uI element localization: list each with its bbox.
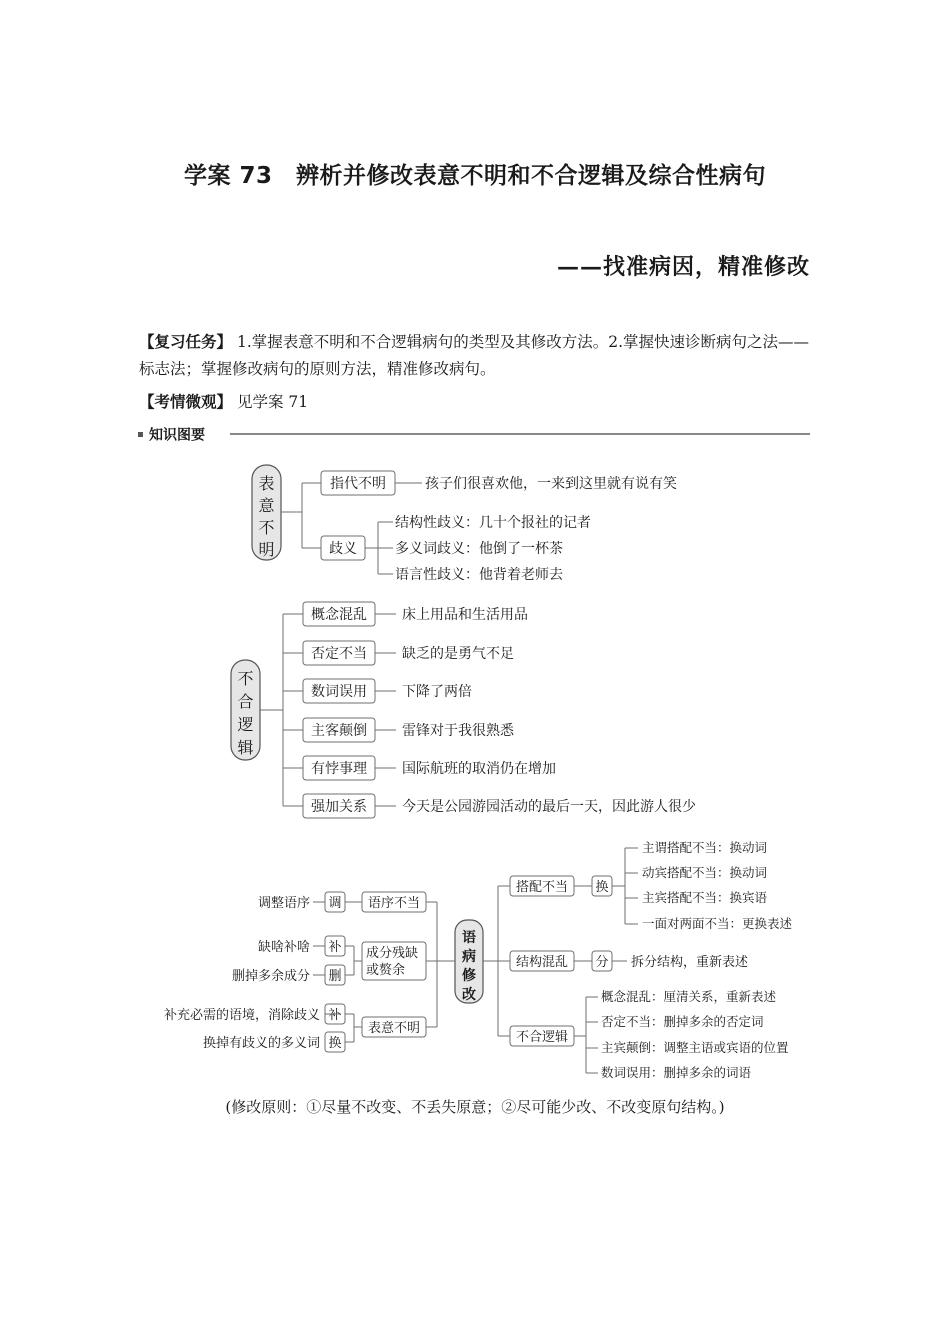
map-illogical — [231, 602, 696, 818]
root-char: 不 — [258, 518, 275, 537]
root-char: 合 — [237, 692, 254, 711]
method-text: 换掉有歧义的多义词 — [202, 1036, 320, 1051]
branch-example: 下降了两倍 — [402, 684, 472, 700]
method-key: 调 — [328, 896, 342, 911]
fix-item: 数词误用：删掉多余的词语 — [601, 1065, 752, 1080]
map-unclear — [252, 465, 677, 583]
fix-item: 主谓搭配不当：换动词 — [642, 840, 768, 855]
root-char: 病 — [462, 949, 476, 965]
exam-info-label: 【考情微观】 — [139, 393, 233, 411]
fix-item: 动宾搭配不当：换动词 — [642, 865, 768, 880]
root-char: 修 — [462, 968, 476, 984]
branch-label: 主客颠倒 — [311, 723, 367, 739]
method-key: 换 — [328, 1036, 342, 1051]
method-text: 删掉多余成分 — [231, 969, 310, 984]
ambiguity-item: 结构性歧义：几十个报社的记者 — [395, 515, 591, 531]
branch-label: 强加关系 — [311, 799, 367, 815]
branch-example: 缺乏的是勇气不足 — [402, 646, 514, 662]
root-char: 改 — [462, 987, 476, 1003]
fix-item: 拆分结构，重新表述 — [631, 955, 749, 970]
branch-label: 有悖事理 — [311, 761, 367, 777]
root-char: 明 — [258, 540, 275, 559]
method-key: 删 — [328, 969, 342, 984]
page-title: 学案 73 辨析并修改表意不明和不合逻辑及综合性病句 — [183, 163, 766, 189]
fix-right-label: 不合逻辑 — [515, 1030, 569, 1045]
fix-right-label: 结构混乱 — [515, 955, 569, 970]
root-char: 意 — [258, 496, 275, 515]
method-key: 分 — [595, 955, 609, 970]
branch-example: 今天是公园游园活动的最后一天，因此游人很少 — [402, 799, 696, 815]
fix-left-label: 成分残缺 — [366, 946, 419, 961]
root-char: 语 — [462, 930, 476, 946]
map-fix — [164, 840, 793, 1080]
method-text: 缺啥补啥 — [257, 940, 310, 955]
ambiguity-item: 语言性歧义：他背着老师去 — [395, 567, 563, 583]
fix-right-label: 搭配不当 — [515, 880, 569, 895]
review-task-label: 【复习任务】 — [139, 333, 233, 351]
method-text: 调整语序 — [257, 896, 310, 911]
ambiguity-item: 多义词歧义：他倒了一杯茶 — [395, 541, 563, 557]
method-key: 补 — [328, 940, 342, 955]
fix-item: 概念混乱：厘清关系，重新表述 — [601, 989, 777, 1004]
branch-example: 孩子们很喜欢他，一来到这里就有说有笑 — [425, 476, 677, 492]
fix-item: 一面对两面不当：更换表述 — [642, 916, 793, 931]
root-char: 不 — [237, 669, 254, 688]
fix-item: 否定不当：删掉多余的否定词 — [601, 1014, 764, 1029]
branch-example: 床上用品和生活用品 — [402, 607, 528, 623]
revision-principle-note: (修改原则：①尽量不改变、不丢失原意；②尽可能少改、不改变原句结构。) — [225, 1098, 725, 1116]
page-subtitle: ——找准病因，精准修改 — [556, 254, 810, 280]
branch-example: 雷锋对于我很熟悉 — [402, 723, 514, 739]
branch-label: 指代不明 — [330, 476, 386, 492]
method-text: 补充必需的语境，消除歧义 — [163, 1008, 320, 1023]
method-key: 换 — [595, 880, 609, 895]
method-key: 补 — [328, 1008, 342, 1023]
branch-example: 国际航班的取消仍在增加 — [402, 761, 556, 777]
exam-info-text: 见学案 71 — [236, 393, 309, 411]
root-char: 逻 — [237, 715, 254, 734]
section-label: 知识图要 — [149, 427, 205, 444]
fix-left-label: 或赘余 — [366, 963, 406, 978]
fix-item: 主宾颠倒：调整主语或宾语的位置 — [601, 1040, 789, 1055]
branch-label: 歧义 — [329, 541, 357, 557]
branch-label: 数词误用 — [311, 684, 367, 700]
review-task-text: 1.掌握表意不明和不合逻辑病句的类型及其修改方法。2.掌握快速诊断病句之法——标志法；掌握修改病句的原则方法，精准修改病句。 — [139, 333, 810, 378]
branch-label: 概念混乱 — [311, 607, 367, 623]
fix-left-label: 表意不明 — [367, 1021, 421, 1036]
root-char: 表 — [258, 474, 275, 493]
fix-item: 主宾搭配不当：换宾语 — [642, 890, 768, 905]
fix-left-label: 语序不当 — [367, 896, 421, 911]
root-char: 辑 — [237, 738, 254, 757]
branch-label: 否定不当 — [311, 646, 367, 662]
